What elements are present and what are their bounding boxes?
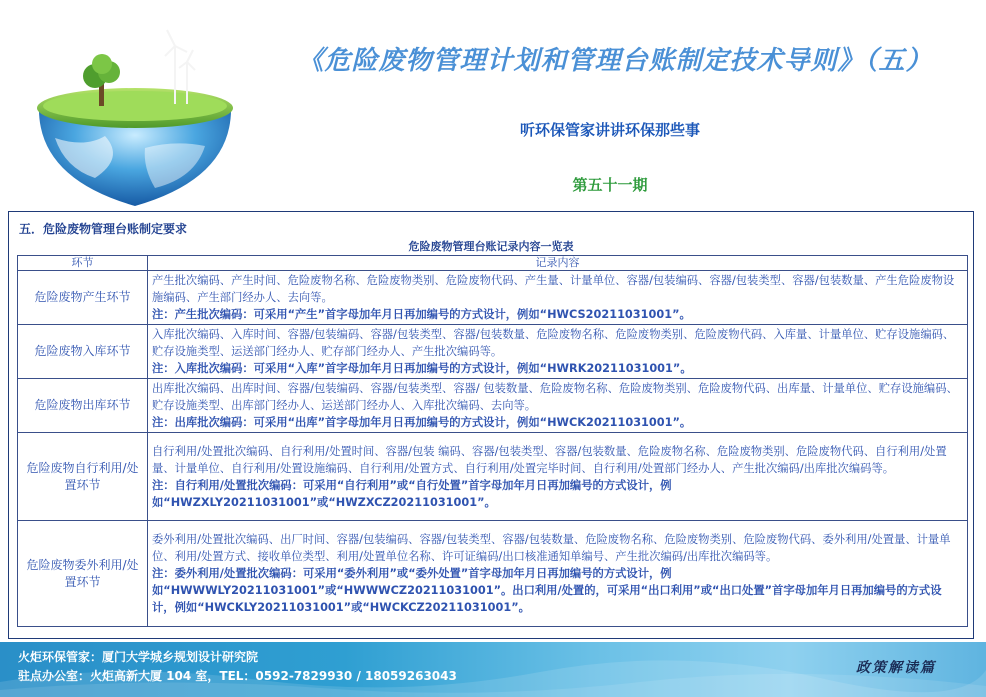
content-cell [148, 379, 968, 433]
code-note: 注：产生批次编码：可采用“产生”首字母加年月日再加编号的方式设计，例如“HWCS20211031001”。 [152, 308, 691, 321]
column-header-content: 记录内容 [148, 256, 968, 271]
code-note: 注：自行利用/处置批次编码：可采用“自行利用”或“自行处置”首字母加年月日再加编号的方式设计，例如“HWZXLY20211031001”或“HWZXCZ20211031001”。 [152, 478, 672, 509]
content-cell [148, 271, 968, 325]
record-content: 出库批次编码、出库时间、容器/包装编码、容器/包装类型、容器/ 包装数量、危险废物名称、危险废物类别、危险废物代码、出库量、计量单位、贮存设施编码、贮存设施类型、出库部门经办人、运送部门经办人、入库批次编码、去向等。 [152, 382, 958, 412]
section-heading: 五．危险废物管理台账制定要求 [19, 222, 188, 236]
column-header-stage: 环节 [18, 256, 148, 271]
stage-cell: 危险废物出库环节 [18, 379, 148, 433]
table-row [18, 379, 968, 433]
footer-tag: 政策解读篇 [856, 660, 936, 676]
footer-organization: 火炬环保管家：厦门大学城乡规划设计研究院 [18, 650, 259, 664]
issue-number: 第五十一期 [572, 176, 648, 194]
stage-cell: 危险废物委外利用/处置环节 [18, 521, 148, 627]
globe-island-image [25, 28, 245, 210]
code-note: 注：委外利用/处置批次编码：可采用“委外利用”或“委外处置”首字母加年月日再加编号的方式设计，例如“HWWWLY20211031001”或“HWWWCZ20211031001”。出口利用/处置的，可采用“出口利用”或“出口处置”首字母加年月日再加编号的方式设计，例如“HWCKLY20211031001”或“HWCKCZ20211031001”。 [152, 567, 942, 614]
stage-cell: 危险废物产生环节 [18, 271, 148, 325]
record-content: 产生批次编码、产生时间、危险废物名称、危险废物类别、危险废物代码、产生量、计量单位、容器/包装编码、容器/包装类型、容器/包装数量、产生危险废物设施编码、产生部门经办人、去向等。 [152, 274, 955, 304]
content-frame [8, 211, 974, 639]
table-row [18, 521, 968, 627]
record-content: 入库批次编码、入库时间、容器/包装编码、容器/包装类型、容器/包装数量、危险废物名称、危险废物类别、危险废物代码、入库量、计量单位、贮存设施编码、贮存设施类型、运送部门经办人、贮存部门经办人、产生批次编码等。 [152, 328, 955, 358]
page-subtitle: 听环保管家讲讲环保那些事 [519, 121, 700, 139]
ledger-table [17, 255, 968, 627]
code-note: 注：入库批次编码：可采用“入库”首字母加年月日再加编号的方式设计，例如“HWRK20211031001”。 [152, 362, 692, 375]
table-caption: 危险废物管理台账记录内容一览表 [408, 240, 574, 253]
record-content: 委外利用/处置批次编码、出厂时间、容器/包装编码、容器/包装类型、容器/包装数量、危险废物名称、危险废物类别、危险废物代码、委外利用/处置量、计量单位、利用/处置方式、接收单位类型、利用/处置单位名称、许可证编码/出口核准通知单编号、产生批次编码/出库批次编码等。 [152, 533, 951, 563]
stage-cell: 危险废物入库环节 [18, 325, 148, 379]
page-header [0, 0, 986, 212]
page-footer [0, 642, 986, 697]
table-row [18, 325, 968, 379]
footer-contact: 驻点办公室：火炬高新大厦 104 室，TEL：0592-7829930 / 18059263043 [18, 669, 457, 683]
page-title: 《危险废物管理计划和管理台账制定技术导则》（五） [297, 46, 933, 76]
table-row [18, 271, 968, 325]
record-content: 自行利用/处置批次编码、自行利用/处置时间、容器/包装 编码、容器/包装类型、容器/包装数量、危险废物名称、危险废物类别、危险废物代码、自行利用/处置量、计量单位、自行利用/处置设施编码、自行利用/处置方式、自行利用/处置完毕时间、自行利用/处置部门经办人、产生批次编码/出库批次编码等。 [152, 444, 947, 475]
table-row [18, 433, 968, 521]
content-cell [148, 433, 968, 521]
content-cell [148, 521, 968, 627]
table-header-row [18, 256, 968, 271]
stage-cell: 危险废物自行利用/处置环节 [18, 433, 148, 521]
content-cell [148, 325, 968, 379]
code-note: 注：出库批次编码：可采用“出库”首字母加年月日再加编号的方式设计，例如“HWCK20211031001”。 [152, 416, 692, 429]
